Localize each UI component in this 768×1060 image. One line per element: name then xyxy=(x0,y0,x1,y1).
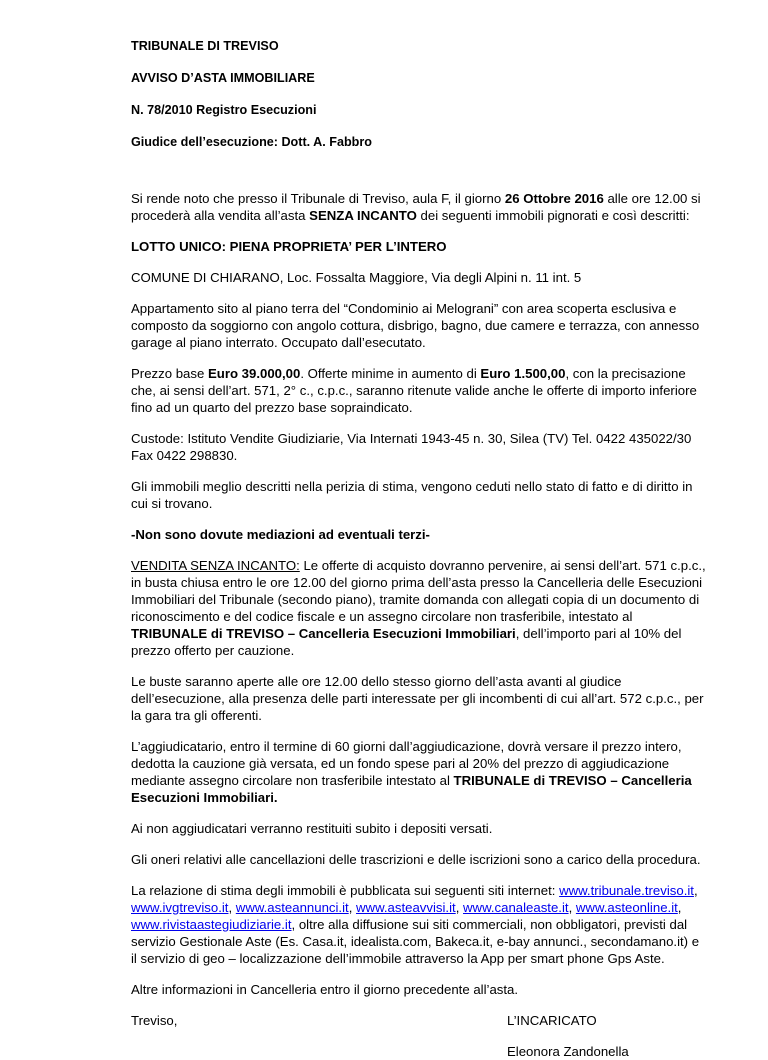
auction-date: 26 Ottobre 2016 xyxy=(504,191,604,206)
minimum-increment: Euro 1.500,00 xyxy=(480,366,566,381)
sale-terms-text-2: , dell’importo pari al 10% del prezzo offerto per cauzione. xyxy=(131,626,682,658)
price-text-1: Prezzo base xyxy=(131,366,208,381)
property-description: Appartamento sito al piano terra del “Condominio ai Melograni” con area scoperta esclusiva e composto da soggiorno con angolo cottura, disbrigo, bagno, due camere e terrazza, con annesso garage al piano interrato. Occupato dall’esecutato. xyxy=(131,301,700,350)
publication-text-2: , oltre alla diffusione sui siti commerciali, non obbligatori, previsti dal servizio Gestionale Aste (Es. Casa.it, idealista.com, Bakeca.it, e-bay annunci., secondamano.it) e il servizio di geo – localizzazione dell’immobile attraverso la App per smart phone Gps Aste. xyxy=(131,917,700,966)
notice-title: AVVISO D’ASTA IMMOBILIARE xyxy=(131,71,315,85)
link-separator: , xyxy=(455,900,464,915)
costs-paragraph: Gli oneri relativi alle cancellazioni delle trascrizioni e delle iscrizioni sono a carico della procedura. xyxy=(131,852,701,867)
custodian-paragraph: Custode: Istituto Vendite Giudiziarie, Via Internati 1943-45 n. 30, Silea (TV) Tel. 0422 435022/30 Fax 0422 298830. xyxy=(131,431,692,463)
court-name: TRIBUNALE DI TREVISO xyxy=(131,39,279,53)
base-price: Euro 39.000,00 xyxy=(207,366,301,381)
link-separator: , xyxy=(693,883,698,898)
link-ivgtreviso[interactable]: www.ivgtreviso.it xyxy=(131,900,229,915)
sale-payee: TRIBUNALE di TREVISO – Cancelleria Esecuzioni Immobiliari xyxy=(131,626,516,641)
price-text-2: . Offerte minime in aumento di xyxy=(300,366,481,381)
link-asteonline[interactable]: www.asteonline.it xyxy=(575,900,678,915)
sale-terms-label: VENDITA SENZA INCANTO: xyxy=(131,558,300,573)
signature-role: L’INCARICATO xyxy=(507,1013,597,1028)
link-separator: , xyxy=(568,900,576,915)
envelopes-paragraph: Le buste saranno aperte alle ore 12.00 dello stesso giorno dell’asta avanti al giudice dell’esecuzione, alla presenza delle parti interessate per gli incombenti di cui all’art. 572 c.p.c., per la gara tra gli offerenti. xyxy=(131,674,704,723)
signature-row xyxy=(131,1012,708,1029)
intro-paragraph xyxy=(131,190,708,224)
refund-paragraph: Ai non aggiudicatari verranno restituiti subito i depositi versati. xyxy=(131,821,493,836)
link-asteavvisi[interactable]: www.asteavvisi.it xyxy=(356,900,456,915)
intro-text-2: alle ore 12.00 si procederà alla vendita all’asta xyxy=(131,191,701,223)
link-separator: , xyxy=(348,900,357,915)
judge-name: Giudice dell’esecuzione: Dott. A. Fabbro xyxy=(131,135,372,149)
sale-terms-paragraph xyxy=(131,557,708,659)
sale-terms-text-1: Le offerte di acquisto dovranno pervenire, ai sensi dell’art. 571 c.p.c., in busta chiusa entro le ore 12.00 del giorno prima dell’asta presso la Cancelleria delle Esecuzioni Immobiliari del Tribunale (secondo piano), tramite domanda con allegati copia di un documento di riconoscimento e del codice fiscale e un assegno circolare non trasferibile, intestato al xyxy=(131,558,706,624)
price-text-3: , con la precisazione che, ai sensi dell’art. 571, 2° c., c.p.c., saranno ritenute valide anche le offerte di importo inferiore fino ad un quarto del prezzo base sopraindicato. xyxy=(131,366,697,415)
winner-text-1: L’aggiudicatario, entro il termine di 60 giorni dall’aggiudicazione, dovrà versare il prezzo intero, dedotta la cauzione già versata, ed un fondo spese pari al 20% del prezzo di aggiudicazione mediante assegno circolare non trasferibile intestato al xyxy=(131,739,682,788)
spacer xyxy=(131,166,708,190)
registry-number: N. 78/2010 Registro Esecuzioni xyxy=(131,103,317,117)
info-paragraph: Altre informazioni in Cancelleria entro il giorno precedente all’asta. xyxy=(131,982,519,997)
signature-name: Eleonora Zandonella xyxy=(507,1044,629,1059)
price-paragraph xyxy=(131,365,708,416)
link-rivistaastegiudiziarie[interactable]: www.rivistaastegiudiziarie.it xyxy=(131,917,292,932)
winner-payee: TRIBUNALE di TREVISO – Cancelleria Esecuzioni Immobiliari. xyxy=(131,773,692,805)
condition-paragraph: Gli immobili meglio descritti nella perizia di stima, vengono ceduti nello stato di fatto e di diritto in cui si trovano. xyxy=(131,479,693,511)
property-location: COMUNE DI CHIARANO, Loc. Fossalta Maggiore, Via degli Alpini n. 11 int. 5 xyxy=(131,270,582,285)
signature-name-row xyxy=(131,1043,708,1060)
link-separator: , xyxy=(228,900,236,915)
link-separator: , xyxy=(677,900,682,915)
link-canaleaste[interactable]: www.canaleaste.it xyxy=(463,900,569,915)
signature-place: Treviso, xyxy=(131,1013,178,1028)
intro-text-1: Si rende noto che presso il Tribunale di Treviso, aula F, il giorno xyxy=(131,191,505,206)
link-tribunale-treviso[interactable]: www.tribunale.treviso.it xyxy=(559,883,694,898)
winner-paragraph xyxy=(131,738,708,806)
publication-paragraph xyxy=(131,882,708,967)
publication-text-1: La relazione di stima degli immobili è pubblicata sui seguenti siti internet: xyxy=(131,883,560,898)
no-mediation-notice: -Non sono dovute mediazioni ad eventuali terzi- xyxy=(131,527,430,542)
link-asteannunci[interactable]: www.asteannunci.it xyxy=(235,900,349,915)
auction-mode: SENZA INCANTO xyxy=(309,208,417,223)
intro-text-3: dei seguenti immobili pignorati e così descritti: xyxy=(416,208,690,223)
lot-title: LOTTO UNICO: PIENA PROPRIETA’ PER L’INTERO xyxy=(131,239,447,254)
